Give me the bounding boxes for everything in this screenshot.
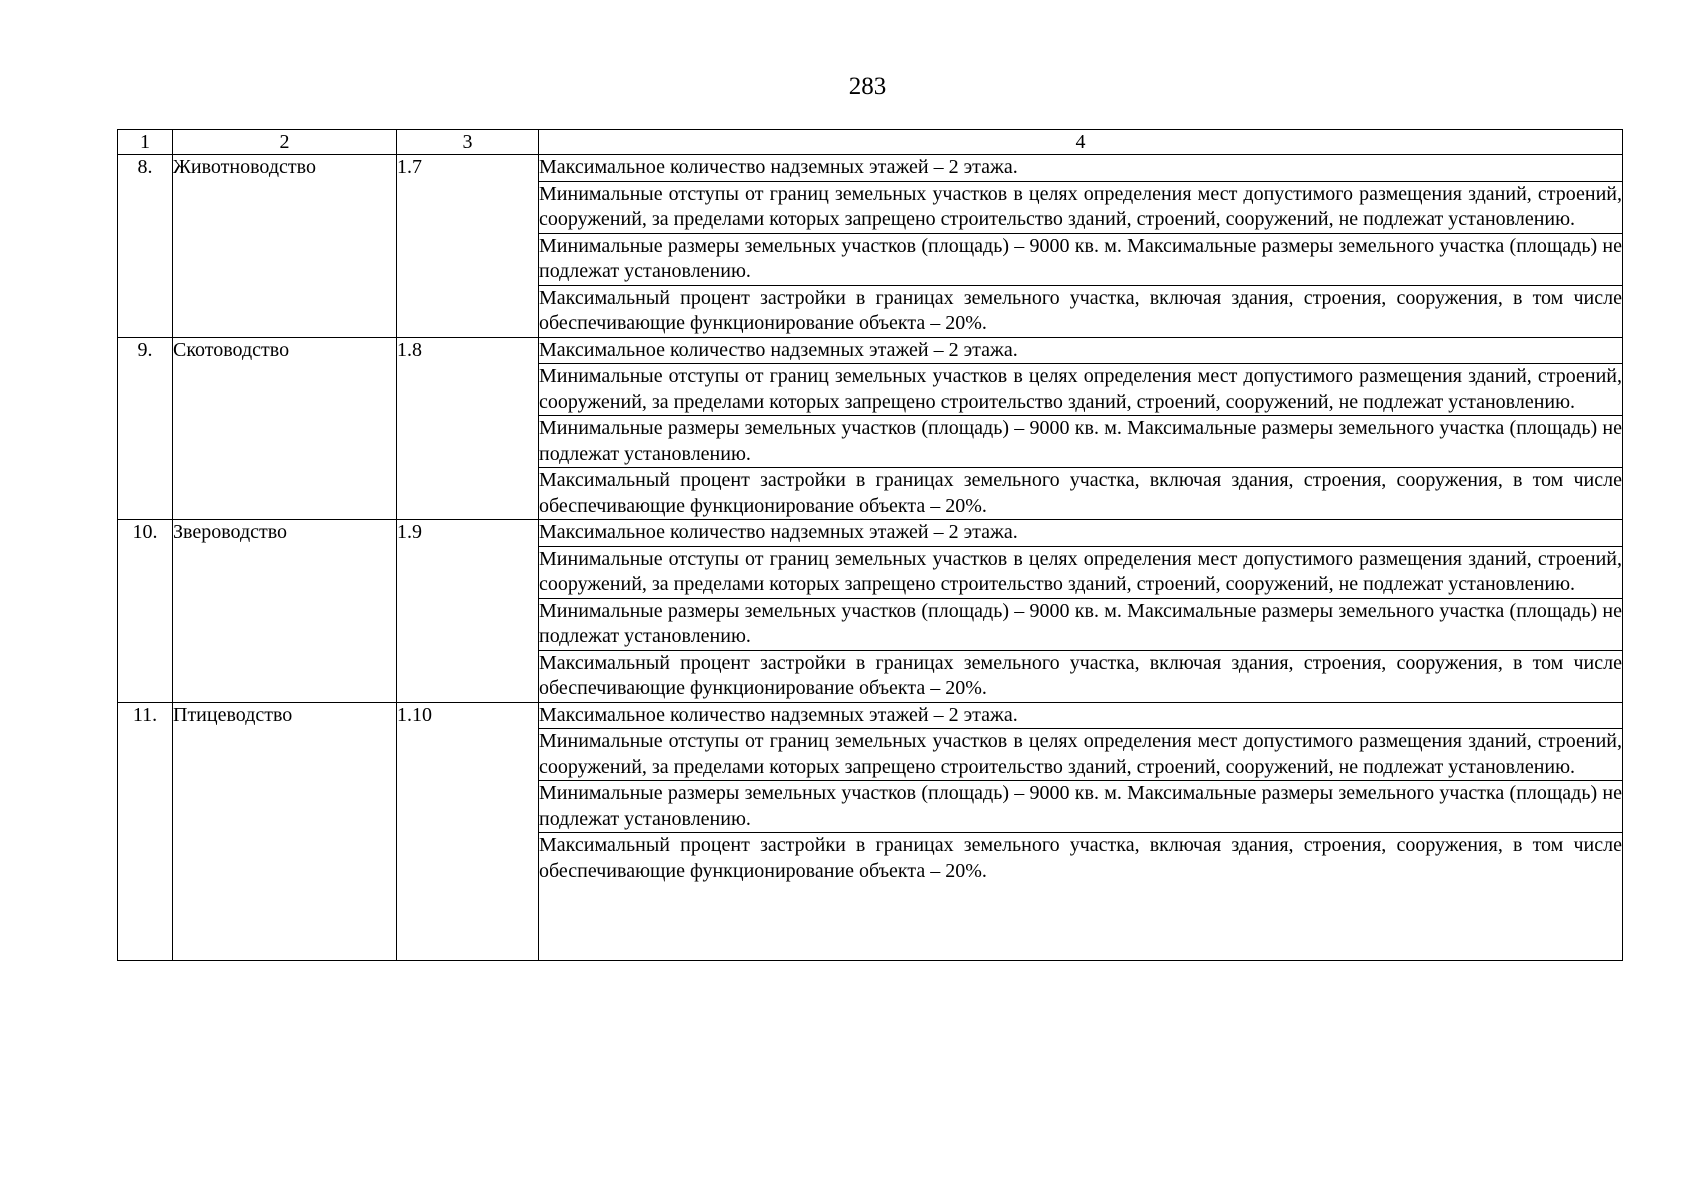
activity-code: 1.9 [397,520,539,703]
requirement-cell: Максимальный процент застройки в границах земельного участка, включая здания, строения, сооружения, в том числе обеспечивающие функционирование объекта – 20%. [539,285,1623,337]
header-cell-3: 3 [397,130,539,155]
activity-code: 1.10 [397,702,539,961]
table-row [118,155,1623,182]
table-row [118,520,1623,547]
requirement-cell: Минимальные размеры земельных участков (площадь) – 9000 кв. м. Максимальные размеры земельного участка (площадь) не подлежат установлению. [539,233,1623,285]
table-row [118,337,1623,364]
table-row [118,702,1623,729]
requirement-cell: Минимальные размеры земельных участков (площадь) – 9000 кв. м. Максимальные размеры земельного участка (площадь) не подлежат установлению. [539,416,1623,468]
page-number: 283 [848,73,887,100]
requirement-cell: Минимальные отступы от границ земельных участков в целях определения мест допустимого размещения зданий, строений, сооружений, за пределами которых запрещено строительство зданий, строений, сооружений, не подлежат установлению. [539,181,1623,233]
requirement-cell: Максимальное количество надземных этажей – 2 этажа. [539,520,1623,547]
requirement-cell: Максимальное количество надземных этажей – 2 этажа. [539,702,1623,729]
requirement-cell: Минимальные размеры земельных участков (площадь) – 9000 кв. м. Максимальные размеры земельного участка (площадь) не подлежат установлению. [539,781,1623,833]
activity-name: Звероводство [173,520,397,703]
requirement-cell: Минимальные размеры земельных участков (площадь) – 9000 кв. м. Максимальные размеры земельного участка (площадь) не подлежат установлению. [539,598,1623,650]
requirement-cell: Минимальные отступы от границ земельных участков в целях определения мест допустимого размещения зданий, строений, сооружений, за пределами которых запрещено строительство зданий, строений, сооружений, не подлежат установлению. [539,729,1623,781]
activity-code: 1.8 [397,337,539,520]
row-number: 10. [118,520,173,703]
activity-name: Птицеводство [173,702,397,961]
requirement-cell: Максимальное количество надземных этажей – 2 этажа. [539,155,1623,182]
table-header-row [118,130,1623,155]
header-cell-2: 2 [173,130,397,155]
requirements-table [117,129,1623,961]
requirement-cell: Минимальные отступы от границ земельных участков в целях определения мест допустимого размещения зданий, строений, сооружений, за пределами которых запрещено строительство зданий, строений, сооружений, не подлежат установлению. [539,546,1623,598]
activity-name: Скотоводство [173,337,397,520]
requirement-cell: Максимальный процент застройки в границах земельного участка, включая здания, строения, сооружения, в том числе обеспечивающие функционирование объекта – 20%. [539,650,1623,702]
requirement-cell: Максимальный процент застройки в границах земельного участка, включая здания, строения, сооружения, в том числе обеспечивающие функционирование объекта – 20%. [539,833,1623,961]
requirement-cell: Максимальное количество надземных этажей – 2 этажа. [539,337,1623,364]
activity-code: 1.7 [397,155,539,338]
requirement-cell: Максимальный процент застройки в границах земельного участка, включая здания, строения, сооружения, в том числе обеспечивающие функционирование объекта – 20%. [539,468,1623,520]
row-number: 8. [118,155,173,338]
activity-name: Животноводство [173,155,397,338]
requirement-cell: Минимальные отступы от границ земельных участков в целях определения мест допустимого размещения зданий, строений, сооружений, за пределами которых запрещено строительство зданий, строений, сооружений, не подлежат установлению. [539,364,1623,416]
row-number: 11. [118,702,173,961]
header-cell-1: 1 [118,130,173,155]
row-number: 9. [118,337,173,520]
header-cell-4: 4 [539,130,1623,155]
